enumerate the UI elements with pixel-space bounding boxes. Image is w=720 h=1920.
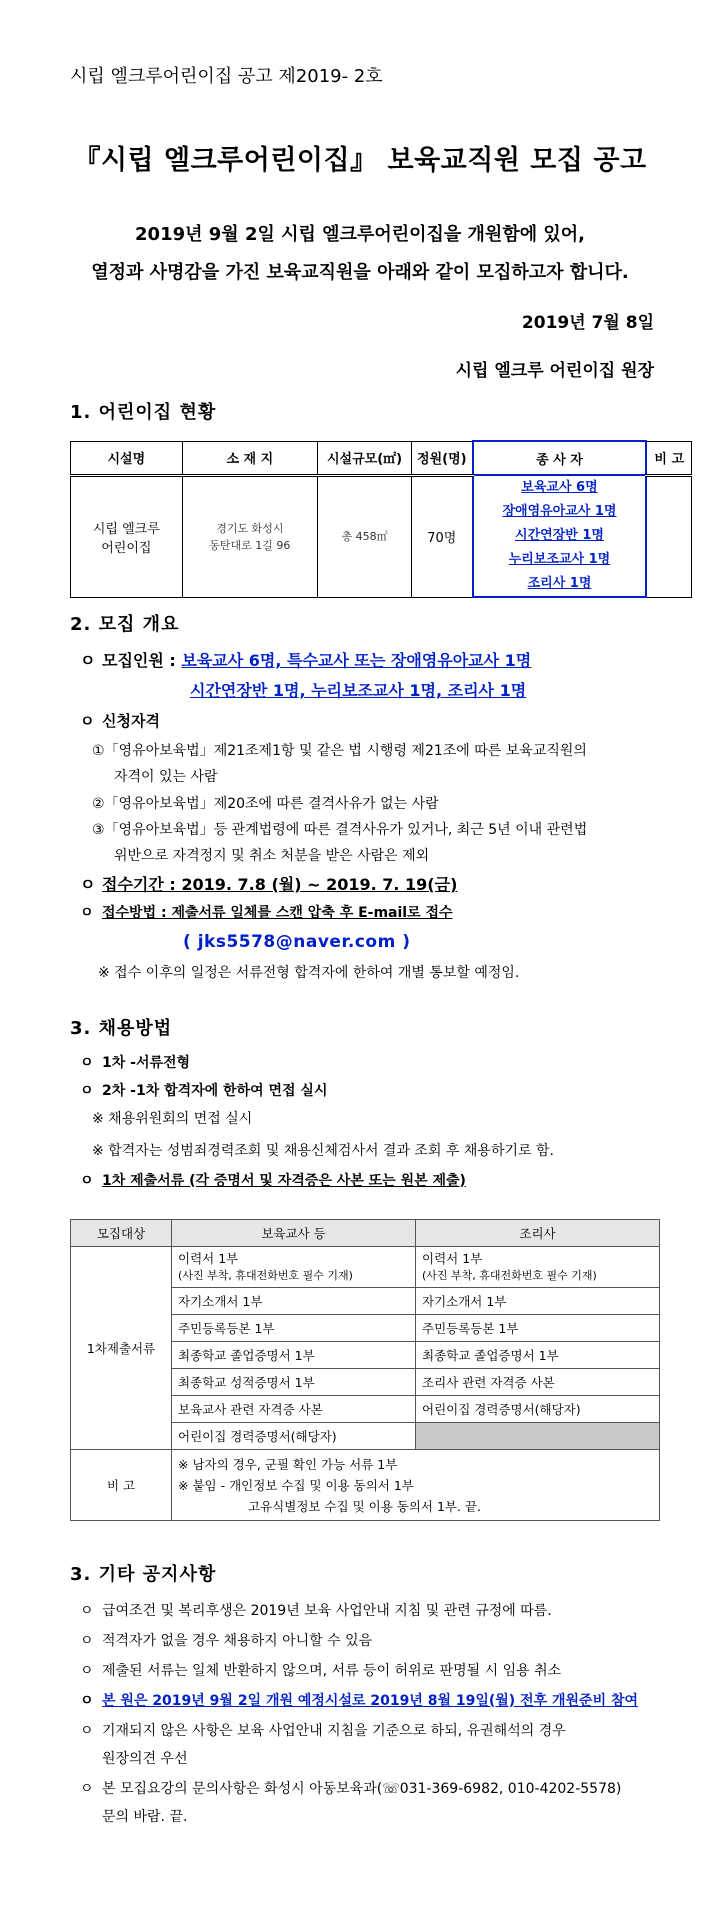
doc-subtext: (사진 부착, 휴대전화번호 필수 기재) (422, 1269, 597, 1282)
bullet-icon: ㅇ (80, 1693, 94, 1709)
section3-heading: 3. 채용방법 (70, 1018, 173, 1039)
recruit-line-2 (190, 678, 526, 701)
bullet-icon: ㅇ (80, 1083, 94, 1099)
notice-item (80, 1778, 621, 1798)
doc-cell: 최종학교 졸업증명서 1부 (172, 1342, 416, 1369)
qualification-heading (80, 710, 160, 731)
docs-heading-text: 1차 제출서류 (각 증명서 및 자격증은 사본 또는 원본 제출) (102, 1173, 466, 1189)
remarks-row (71, 1450, 660, 1521)
col-header: 조리사 (416, 1220, 660, 1247)
application-method (80, 902, 453, 922)
period-text: 접수기간 : 2019. 7.8 (월) ~ 2019. 7. 19(금) (102, 875, 458, 894)
facility-capacity: 70명 (412, 475, 473, 597)
bullet-icon: ㅇ (80, 1723, 94, 1739)
col-header: 시설명 (71, 441, 183, 475)
address-line: 동탄대로 1길 96 (209, 538, 291, 552)
bullet-icon: ㅇ (80, 712, 95, 730)
qualification-2: ②「영유아보육법」제20조에 따른 결격사유가 없는 사람 (92, 796, 439, 812)
notice-item (80, 1660, 561, 1680)
notice-date: 2019년 7월 8일 (521, 313, 654, 333)
col-header: 시설규모(㎡) (318, 441, 412, 475)
bullet-icon: ㅇ (80, 1663, 94, 1679)
doc-cell: 보육교사 관련 자격증 사본 (172, 1396, 416, 1423)
col-header: 소 재 지 (182, 441, 317, 475)
signer: 시립 엘크루 어린이집 원장 (455, 361, 654, 381)
doc-cell: 주민등록등본 1부 (416, 1315, 660, 1342)
documents-header (71, 1220, 660, 1247)
remark-line: ※ 붙임 - 개인정보 수집 및 이용 동의서 1부 (178, 1477, 414, 1493)
interview-note: ※ 채용위원회의 면접 실시 (92, 1111, 253, 1127)
docs-heading (80, 1170, 466, 1190)
facility-row (71, 475, 692, 597)
bullet-icon: ㅇ (80, 1603, 94, 1619)
doc-subtext: (사진 부착, 휴대전화번호 필수 기재) (178, 1269, 353, 1282)
recruit-label: 모집인원 : (102, 651, 176, 670)
col-header: 정원(명) (412, 441, 473, 475)
notice-text: 본 원은 2019년 9월 2일 개원 예정시설로 2019년 8월 19일(월) 전후 개원준비 참여 (102, 1693, 639, 1709)
step-1-text: 1차 -서류전형 (102, 1055, 191, 1071)
section1-heading: 1. 어린이집 현황 (70, 402, 217, 423)
intro-line-2: 열정과 사명감을 가진 보육교직원을 아래와 같이 모집하고자 합니다. (91, 262, 629, 283)
facility-table-header (71, 441, 692, 475)
notice-text: 기재되지 않은 사항은 보육 사업안내 지침을 기준으로 하되, 유권해석의 경우 (102, 1723, 566, 1739)
doc-text: 이력서 1부 (178, 1251, 239, 1266)
application-period (80, 872, 457, 895)
doc-cell: 주민등록등본 1부 (172, 1315, 416, 1342)
staff-item: 누리보조교사 1명 (508, 552, 611, 567)
section4-heading: 3. 기타 공지사항 (70, 1564, 217, 1585)
col-header: 모집대상 (71, 1220, 172, 1247)
notice-item (80, 1720, 566, 1740)
bullet-icon: ㅇ (80, 1055, 94, 1071)
qualification-3a: ③「영유아보육법」등 관계법령에 따른 결격사유가 있거나, 최근 5년 이내 관련법 (92, 822, 588, 838)
doc-cell: 최종학교 졸업증명서 1부 (416, 1342, 660, 1369)
step-1 (80, 1052, 190, 1072)
notice-text: 급여조건 및 복리후생은 2019년 보육 사업안내 지침 및 관련 규정에 따름. (102, 1603, 552, 1619)
col-header: 보육교사 등 (172, 1220, 416, 1247)
check-note: ※ 합격자는 성범죄경력조회 및 채용신체검사서 결과 조회 후 채용하기로 함. (92, 1143, 554, 1159)
facility-note (646, 475, 691, 597)
page-title: 『시립 엘크루어린이집』 보육교직원 모집 공고 (73, 145, 647, 176)
recruit-text-1: 보육교사 6명, 특수교사 또는 장애영유아교사 1명 (181, 651, 532, 670)
documents-table (70, 1219, 660, 1521)
schedule-note: ※ 접수 이후의 일정은 서류전형 합격자에 한하여 개별 통보할 예정임. (98, 965, 520, 981)
section2-heading: 2. 모집 개요 (70, 614, 180, 635)
doc-cell (172, 1247, 416, 1288)
method-text: 접수방법 : 제출서류 일체를 스캔 압축 후 E-mail로 접수 (102, 905, 453, 921)
facility-name (71, 475, 183, 597)
step-2-text: 2차 -1차 합격자에 한하여 면접 실시 (102, 1083, 328, 1099)
recruit-text-2: 시간연장반 1명, 누리보조교사 1명, 조리사 1명 (190, 681, 527, 700)
notice-text-cont: 원장의견 우선 (102, 1751, 188, 1767)
notice-text: 제출된 서류는 일체 반환하지 않으며, 서류 등이 허위로 판명될 시 임용 취소 (102, 1663, 562, 1679)
staff-item: 보육교사 6명 (521, 480, 598, 495)
bullet-icon: ㅇ (80, 651, 96, 670)
remarks-label: 비 고 (71, 1450, 172, 1521)
notice-number: 시립 엘크루어린이집 공고 제2019- 2호 (70, 66, 383, 87)
name-line: 어린이집 (101, 540, 152, 556)
name-line: 시립 엘크루 (92, 521, 160, 537)
address-line: 경기도 화성시 (216, 521, 284, 535)
remark-line: ※ 남자의 경우, 군필 확인 가능 서류 1부 (178, 1456, 398, 1472)
facility-staff (473, 475, 647, 597)
col-header: 비 고 (646, 441, 691, 475)
doc-text: 이력서 1부 (422, 1251, 483, 1266)
bullet-icon: ㅇ (80, 1633, 94, 1649)
staff-item: 장애영유아교사 1명 (502, 504, 617, 519)
doc-cell: 최종학교 성적증명서 1부 (172, 1369, 416, 1396)
bullet-icon: ㅇ (80, 875, 96, 894)
notice-item (80, 1600, 552, 1620)
remarks-cell (172, 1450, 660, 1521)
doc-cell: 자기소개서 1부 (172, 1288, 416, 1315)
notice-text: 본 모집요강의 문의사항은 화성시 아동보육과(☏031-369-6982, 010-4202-5578) (102, 1781, 622, 1797)
doc-cell: 자기소개서 1부 (416, 1288, 660, 1315)
doc-cell-empty (416, 1423, 660, 1450)
intro-line-1: 2019년 9월 2일 시립 엘크루어린이집을 개원함에 있어, (135, 224, 585, 245)
documents-row (71, 1247, 660, 1288)
staff-item: 조리사 1명 (527, 576, 592, 591)
bullet-icon: ㅇ (80, 905, 94, 921)
qualification-1a: ①「영유아보육법」제21조제1항 및 같은 법 시행령 제21조에 따른 보육교직원의 (92, 743, 587, 759)
step-2 (80, 1080, 327, 1100)
doc-cell: 조리사 관련 자격증 사본 (416, 1369, 660, 1396)
notice-item-highlight (80, 1690, 638, 1710)
bullet-icon: ㅇ (80, 1781, 94, 1797)
email-address[interactable]: ( jks5578@naver.com ) (183, 932, 411, 952)
documents-category: 1차제출서류 (71, 1247, 172, 1450)
doc-cell (416, 1247, 660, 1288)
notice-text: 적격자가 없을 경우 채용하지 아니할 수 있음 (102, 1633, 373, 1649)
bullet-icon: ㅇ (80, 1173, 94, 1189)
remark-line: 고유식별정보 수집 및 이용 동의서 1부. 끝. (248, 1498, 481, 1514)
facility-size: 총 458㎡ (318, 475, 412, 597)
col-header: 종 사 자 (473, 441, 647, 475)
notice-text-cont: 문의 바람. 끝. (102, 1809, 188, 1825)
recruit-line-1 (80, 648, 531, 671)
facility-address (182, 475, 317, 597)
doc-cell: 어린이집 경력증명서(해당자) (172, 1423, 416, 1450)
qualification-3b: 위반으로 자격정지 및 취소 처분을 받은 사람은 제외 (114, 848, 430, 864)
qualification-label: 신청자격 (102, 712, 160, 730)
facility-table (70, 440, 692, 598)
qualification-1b: 자격이 있는 사람 (114, 769, 218, 785)
notice-item (80, 1630, 372, 1650)
doc-cell: 어린이집 경력증명서(해당자) (416, 1396, 660, 1423)
staff-item: 시간연장반 1명 (515, 528, 604, 543)
